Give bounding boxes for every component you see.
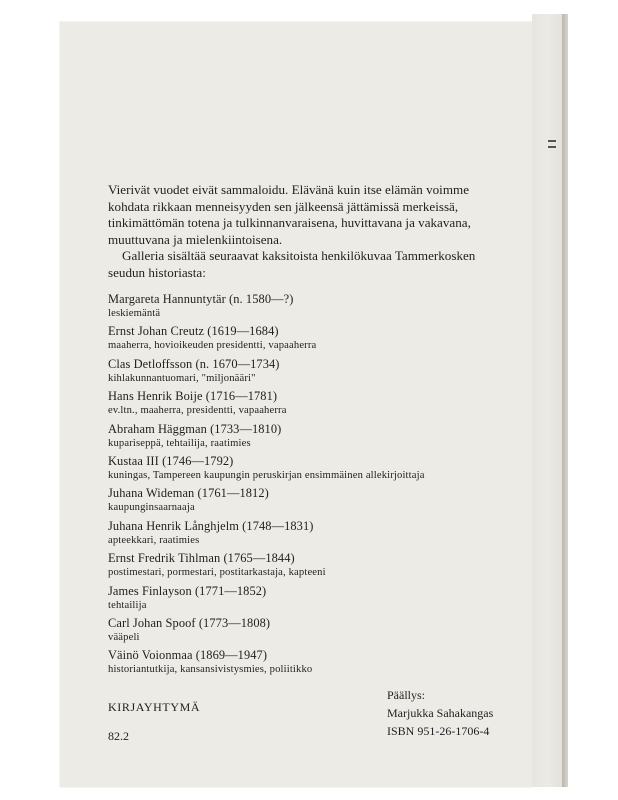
person-name: Juhana Henrik Långhjelm (1748—1831)	[108, 518, 314, 533]
person-name: Hans Henrik Boije (1716—1781)	[108, 389, 278, 404]
person-name: Kustaa III (1746—1792)	[108, 453, 234, 468]
person-role: apteekkari, raatimies	[108, 534, 200, 546]
person-name: Clas Detloffsson (n. 1670—1734)	[108, 356, 280, 371]
person-role: historiantutkija, kansansivistysmies, poliitikko	[108, 664, 313, 676]
isbn: ISBN 951-26-1706-4	[387, 724, 490, 738]
list-item	[108, 357, 528, 385]
intro-paragraph: Vierivät vuodet eivät sammaloidu. Elävänä kuin itse elämän voimme kohdata rikkaan menneisyyden sen jälkeensä jättämissä merkeissä, tinkimättömän totena ja tulkinnanvaraisena, huvittavana ja vakavana, muuttuvana ja mielenkiintoisena.	[108, 182, 471, 247]
person-role: kihlakunnantuomari, "miljonääri"	[108, 372, 256, 384]
person-name: Ernst Fredrik Tihlman (1765—1844)	[108, 551, 295, 566]
person-role: tehtailija	[108, 599, 147, 611]
book-spine	[532, 14, 562, 787]
people-list	[108, 292, 528, 681]
person-role: ev.ltn., maaherra, presidentti, vapaaherra	[108, 405, 287, 417]
list-item	[108, 389, 528, 417]
publisher-name: KIRJAYHTYMÄ	[108, 700, 201, 714]
person-name: Abraham Häggman (1733—1810)	[108, 421, 282, 436]
person-role: postimestari, pormestari, postitarkastaja, kapteeni	[108, 567, 326, 579]
list-item	[108, 616, 528, 644]
spine-edge	[562, 14, 568, 787]
list-item	[108, 551, 528, 579]
list-item	[108, 519, 528, 547]
person-role: vääpeli	[108, 631, 140, 643]
cover-label: Päällys:	[387, 688, 425, 702]
person-role: maaherra, hovioikeuden presidentti, vapaaherra	[108, 340, 317, 352]
catalog-code: 82.2	[108, 729, 129, 743]
list-item	[108, 454, 528, 482]
person-role: kaupunginsaarnaaja	[108, 502, 195, 514]
list-item	[108, 648, 528, 676]
person-name: Juhana Wideman (1761—1812)	[108, 486, 269, 501]
person-name: Carl Johan Spoof (1773—1808)	[108, 615, 271, 630]
list-item	[108, 422, 528, 450]
spine-mark	[548, 146, 556, 148]
person-role: kuningas, Tampereen kaupungin peruskirjan ensimmäinen allekirjoittaja	[108, 469, 425, 481]
person-role: leskiemäntä	[108, 308, 161, 319]
list-item	[108, 324, 528, 352]
spine-mark	[548, 140, 556, 142]
list-item	[108, 292, 528, 320]
cover-artist: Marjukka Sahakangas	[387, 706, 494, 720]
list-item	[108, 584, 528, 612]
person-name: Väinö Voionmaa (1869—1947)	[108, 648, 268, 663]
person-name: Ernst Johan Creutz (1619—1684)	[108, 324, 279, 339]
intro-text	[108, 182, 506, 282]
person-role: kupariseppä, tehtailija, raatimies	[108, 437, 251, 449]
list-item	[108, 486, 528, 514]
intro-paragraph: Galleria sisältää seuraavat kaksitoista henkilökuvaa Tammerkosken seudun historiasta:	[108, 248, 476, 280]
person-name: Margareta Hannuntytär (n. 1580—?)	[108, 292, 294, 306]
cover-credits	[387, 686, 493, 740]
person-name: James Finlayson (1771—1852)	[108, 583, 267, 598]
